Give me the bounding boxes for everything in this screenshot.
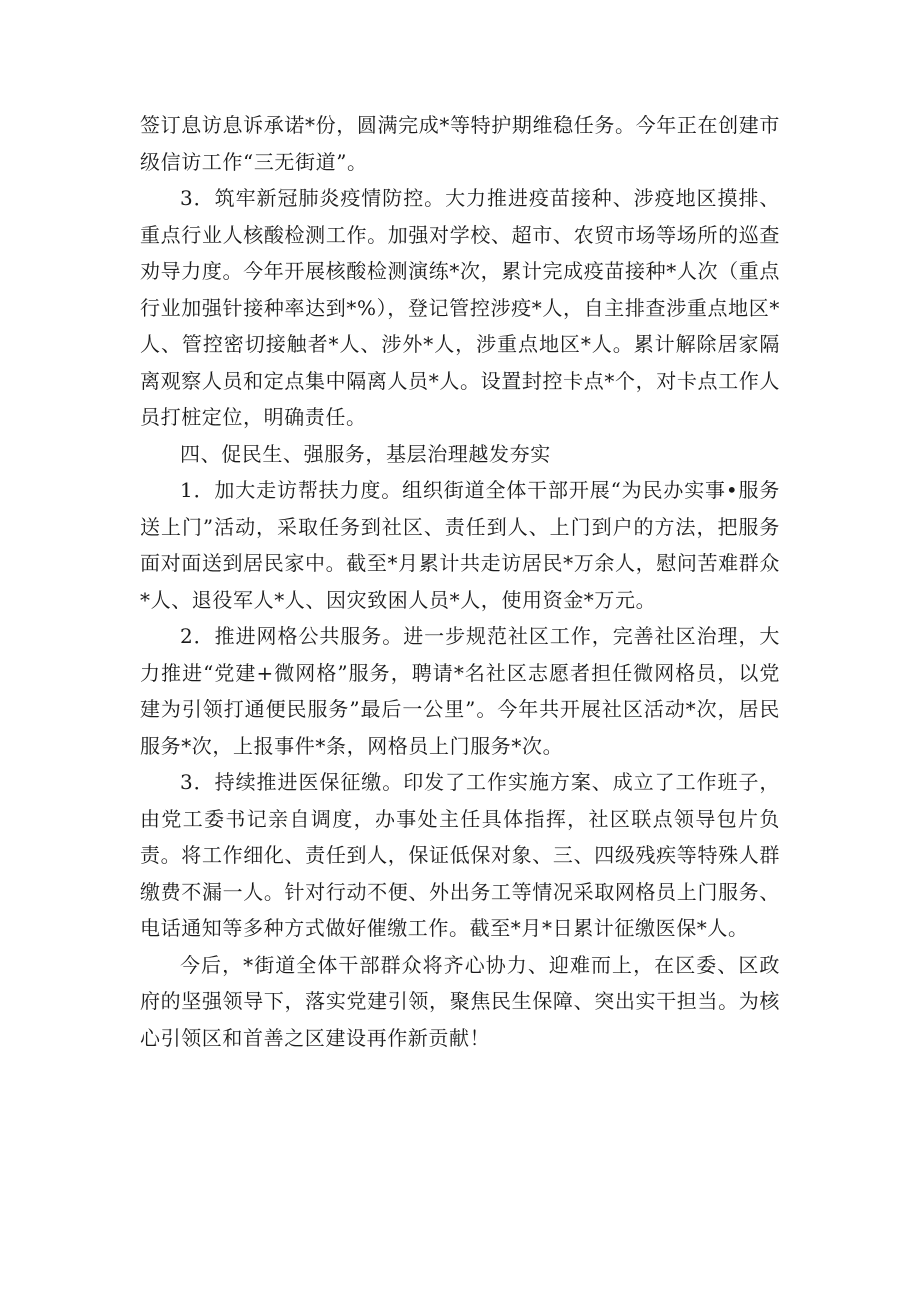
paragraph-epidemic-control: 3．筑牢新冠肺炎疫情防控。大力推进疫苗接种、涉疫地区摸排、重点行业人核酸检测工作。加强对学校、超市、农贸市场等场所的巡查劝导力度。今年开展核酸检测演练*次，累计完成疫苗接种*人次（重点行业加强针接种率达到*%），登记管控涉疫*人，自主排查涉重点地区*人、管控密切接触者*人、涉外*人，涉重点地区*人。累计解除居家隔离观察人员和定点集中隔离人员*人。设置封控卡点*个，对卡点工作人员打桩定位，明确责任。 — [140, 186, 780, 429]
paragraph-grid-service: 2．推进网格公共服务。进一步规范社区工作，完善社区治理，大力推进“党建+微网格”服务，聘请*名社区志愿者担任微网格员，以党建为引领打通便民服务”最后一公里”。今年共开展社区活动*次，居民服务*次，上报事件*条，网格员上门服务*次。 — [140, 624, 780, 758]
paragraph-medical-insurance: 3．持续推进医保征缴。印发了工作实施方案、成立了工作班子，由党工委书记亲自调度，办事处主任具体指挥，社区联点领导包片负责。将工作细化、责任到人，保证低保对象、三、四级残疾等特殊人群缴费不漏一人。针对行动不便、外出务工等情况采取网格员上门服务、电话通知等多种方式做好催缴工作。截至*月*日累计征缴医保*人。 — [140, 770, 780, 940]
paragraph-conclusion: 今后，*街道全体干部群众将齐心协力、迎难而上，在区委、区政府的坚强领导下，落实党建引领，聚焦民生保障、突出实干担当。为核心引领区和首善之区建设再作新贡献！ — [140, 952, 780, 1050]
section-heading-livelihood: 四、促民生、强服务，基层治理越发夯实 — [180, 441, 551, 466]
paragraph-continuation: 签订息访息诉承诺*份，圆满完成*等特护期维稳任务。今年正在创建市级信访工作“三无街道”。 — [140, 113, 780, 174]
document-body — [140, 107, 780, 1056]
paragraph-visits-assistance: 1．加大走访帮扶力度。组织街道全体干部开展“为民办实事•服务送上门”活动，采取任务到社区、责任到人、上门到户的方法，把服务面对面送到居民家中。截至*月累计共走访居民*万余人，慰问苦难群众*人、退役军人*人、因灾致困人员*人，使用资金*万元。 — [140, 478, 780, 612]
